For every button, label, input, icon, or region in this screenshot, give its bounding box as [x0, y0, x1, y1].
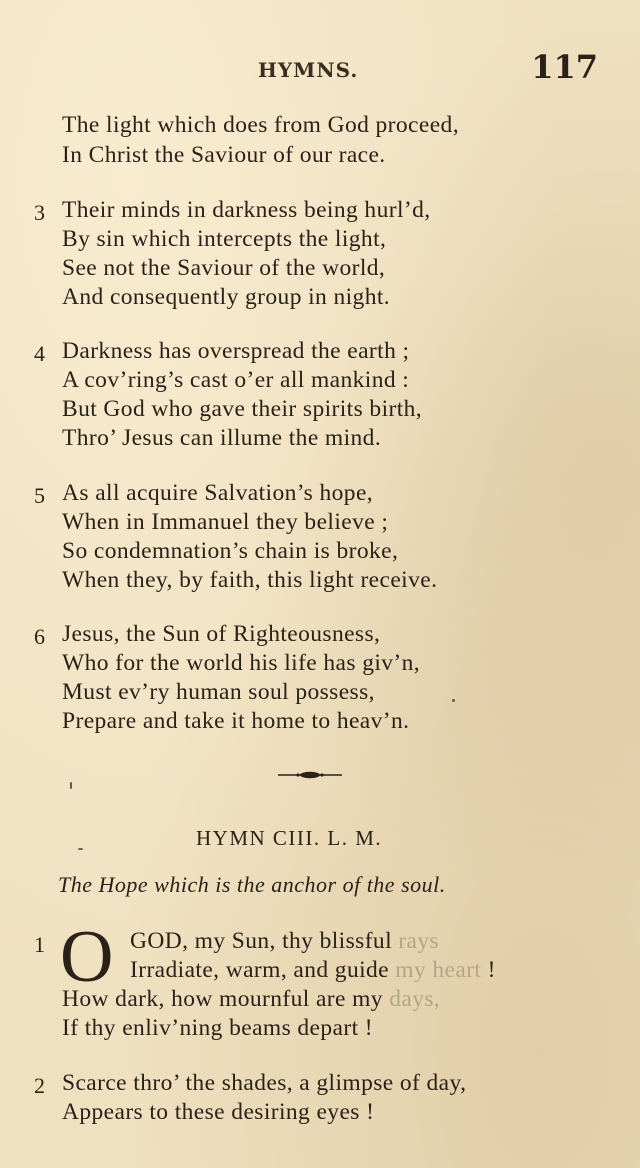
running-head: HYMNS.: [258, 58, 359, 82]
verse-line: Thro’ Jesus can illume the mind.: [62, 425, 382, 451]
verse-line: Appears to these desiring eyes !: [62, 1099, 375, 1125]
verse-line-faded-text: rays: [398, 928, 440, 954]
verse-line: Must ev’ry human soul possess,: [62, 679, 375, 705]
ornament-rule: [278, 770, 342, 780]
verse-line: By sin which intercepts the light,: [62, 226, 387, 252]
hymn-title: HYMN CIII. L. M.: [196, 826, 383, 850]
verse-line: [130, 928, 439, 955]
drop-cap: O: [60, 916, 114, 998]
verse-line-faded-text: days,: [389, 986, 441, 1012]
verse-line: See not the Saviour of the world,: [62, 255, 386, 281]
verse-line-text: Irradiate, warm, and guide: [130, 957, 396, 983]
verse-line: But God who gave their spirits birth,: [62, 396, 423, 422]
verse-line: So condemnation’s chain is broke,: [62, 538, 399, 564]
ink-speck: [452, 699, 455, 702]
verse-number: 1: [34, 932, 45, 957]
verse-line: Their minds in darkness being hurl’d,: [62, 197, 431, 223]
verse-line-text: !: [481, 957, 496, 983]
verse-line: [62, 986, 440, 1013]
verse-line: Scarce thro’ the shades, a glimpse of day,: [62, 1070, 467, 1096]
verse-number: 5: [34, 483, 45, 508]
continuation-line: The light which does from God proceed,: [62, 112, 459, 138]
ink-speck: [78, 848, 83, 850]
verse-line-text: How dark, how mournful are my: [62, 986, 390, 1012]
verse-line: When they, by faith, this light receive.: [62, 567, 438, 593]
ink-speck: [70, 782, 72, 789]
page-number: 117: [531, 48, 598, 86]
verse-line: Jesus, the Sun of Righteousness,: [62, 621, 381, 647]
verse-line: A cov’ring’s cast o’er all mankind :: [62, 367, 410, 393]
verse-line: As all acquire Salvation’s hope,: [62, 480, 374, 506]
verse-line: When in Immanuel they believe ;: [62, 509, 389, 535]
continuation-line: In Christ the Saviour of our race.: [62, 142, 386, 168]
verse-number: 2: [34, 1073, 45, 1098]
verse-line: And consequently group in night.: [62, 284, 391, 310]
verse-number: 4: [34, 341, 45, 366]
verse-line: If thy enliv’ning beams depart !: [62, 1015, 374, 1041]
verse-line: [130, 957, 496, 984]
verse-line-text: GOD, my Sun, thy blissful: [130, 928, 399, 954]
verse-number: 6: [34, 624, 45, 649]
verse-line: Darkness has overspread the earth ;: [62, 338, 410, 364]
verse-line-faded-text: my heart: [395, 957, 482, 983]
verse-number: 3: [34, 200, 45, 225]
verse-line: Who for the world his life has giv’n,: [62, 650, 421, 676]
verse-line: Prepare and take it home to heav’n.: [62, 708, 410, 734]
hymn-subtitle: The Hope which is the anchor of the soul.: [58, 872, 446, 897]
